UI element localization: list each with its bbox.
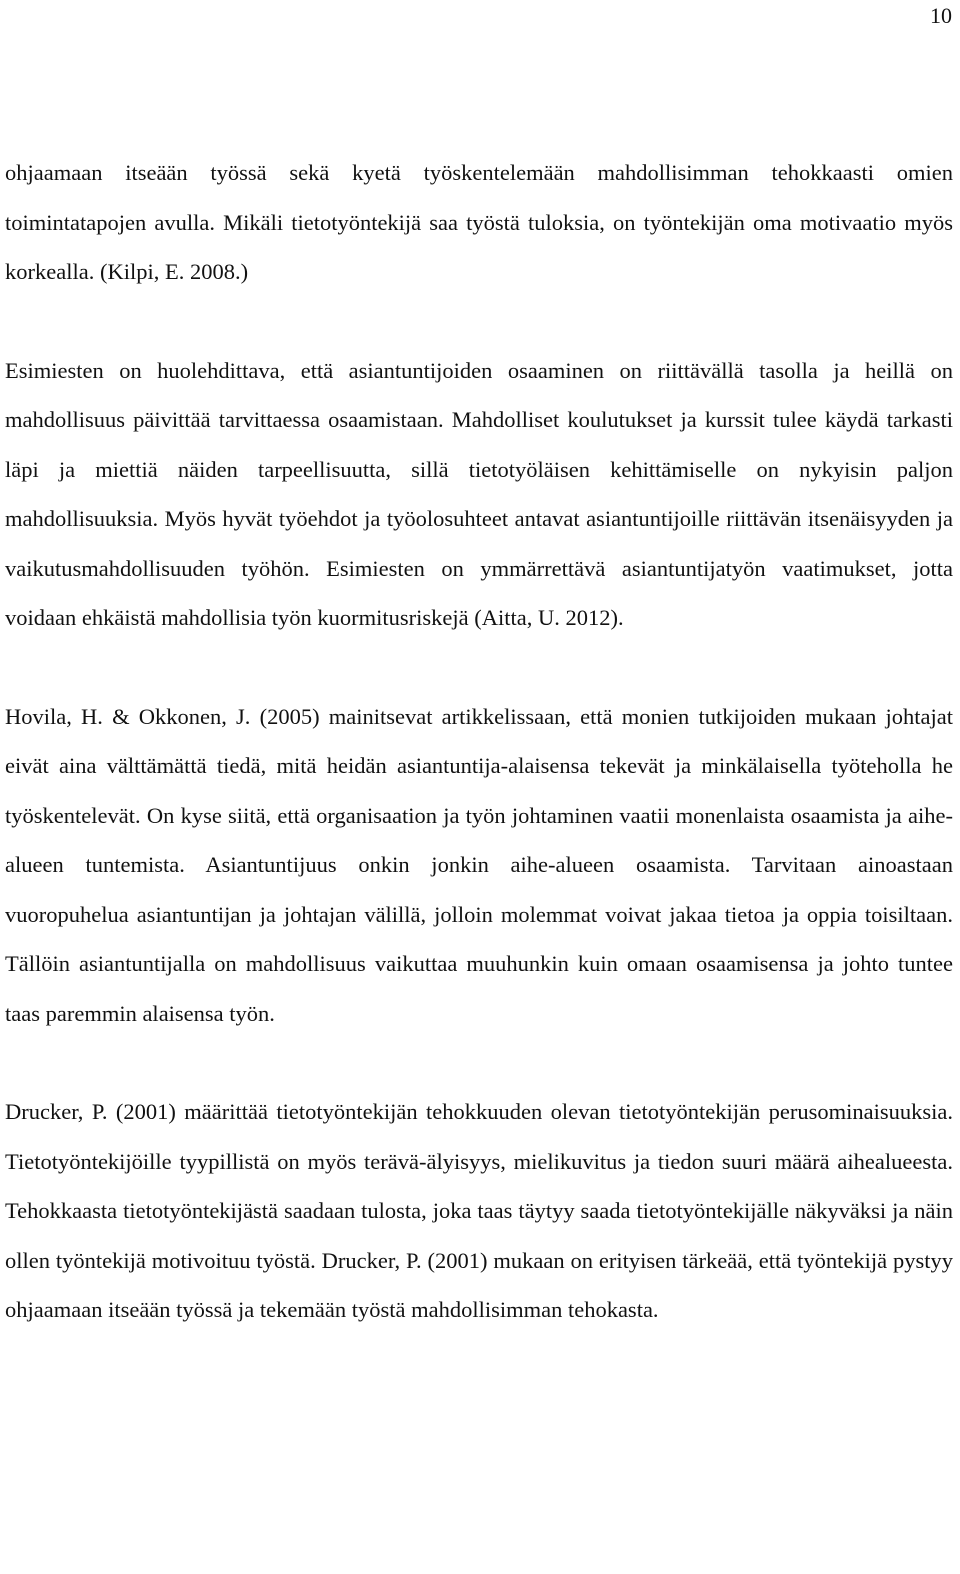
page-number: 10 [930, 3, 952, 28]
document-body [5, 148, 953, 1335]
paragraph-drucker: Drucker, P. (2001) määrittää tietotyöntekijän tehokkuuden olevan tietotyöntekijän perusominaisuuksia. Tietotyöntekijöille tyypillistä on myös terävä-älyisyys, mielikuvitus ja tiedon suuri määrä aihealueesta. Tehokkaasta tietotyöntekijästä saadaan tulosta, joka taas täytyy saada tietotyöntekijälle näkyväksi ja näin ollen työntekijä motivoituu työstä. Drucker, P. (2001) mukaan on erityisen tärkeää, että työntekijä pystyy ohjaamaan itseään työssä ja tekemään työstä mahdollisimman tehokasta. [5, 1099, 953, 1322]
paragraph-manager-responsibilities: Esimiesten on huolehdittava, että asiantuntijoiden osaaminen on riittävällä tasolla ja heillä on mahdollisuus päivittää tarvittaessa osaamistaan. Mahdolliset koulutukset ja kurssit tulee käydä tarkasti läpi ja miettiä näiden tarpeellisuutta, sillä tietotyöläisen kehittämiselle on nykyisin paljon mahdollisuuksia. Myös hyvät työehdot ja työolosuhteet antavat asiantuntijoille riittävän itsenäisyyden ja vaikutusmahdollisuuden työhön. Esimiesten on ymmärrettävä asiantuntijatyön vaatimukset, jotta voidaan ehkäistä mahdollisia työn kuormitusriskejä (Aitta, U. 2012). [5, 357, 953, 630]
paragraph-hovila-okkonen: Hovila, H. & Okkonen, J. (2005) mainitsevat artikkelissaan, että monien tutkijoiden mukaan johtajat eivät aina välttämättä tiedä, mitä heidän asiantuntija-alaisensa tekevät ja minkälaisella työteholla he työskentelevät. On kyse siitä, että organisaation ja työn johtaminen vaatii monenlaista osaamista ja aihe-alueen tuntemista. Asiantuntijuus onkin jonkin aihe-alueen osaamista. Tarvitaan ainoastaan vuoropuhelua asiantuntijan ja johtajan välillä, jolloin molemmat voivat jakaa tietoa ja oppia toisiltaan. Tällöin asiantuntijalla on mahdollisuus vaikuttaa muuhunkin kuin omaan osaamisensa ja johto tuntee taas paremmin alaisensa työn. [5, 703, 953, 1026]
paragraph-work-motivation: ohjaamaan itseään työssä sekä kyetä työskentelemään mahdollisimman tehokkaasti omien toimintatapojen avulla. Mikäli tietotyöntekijä saa työstä tuloksia, on työntekijän oma motivaatio myös korkealla. (Kilpi, E. 2008.) [5, 160, 953, 284]
